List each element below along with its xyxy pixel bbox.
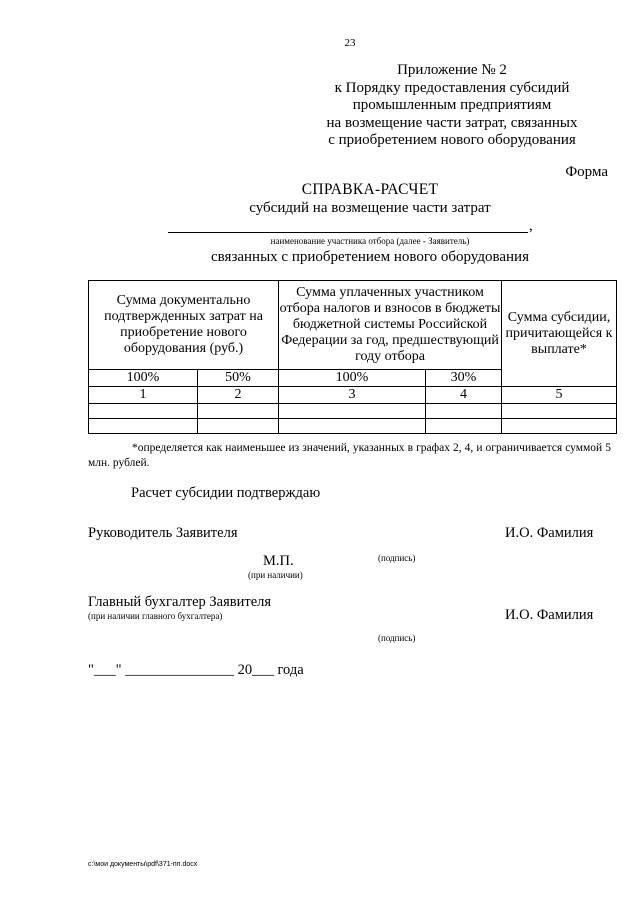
- participant-comma: ,: [529, 218, 533, 234]
- head-role-label: Руководитель Заявителя: [88, 525, 238, 541]
- header-subsidy: Сумма субсидии, причитающейся к выплате*: [502, 281, 617, 387]
- participant-caption: наименование участника отбора (далее - Заявитель): [270, 236, 470, 246]
- header-costs: Сумма документально подтвержденных затрат на приобретение нового оборудования (руб.): [89, 281, 279, 370]
- date-line: "___" _______________ 20___ года: [88, 662, 304, 678]
- table-empty-row: [89, 419, 617, 434]
- empty-cell: [279, 419, 426, 434]
- column-number-cell: 1: [89, 387, 198, 404]
- empty-cell: [279, 404, 426, 419]
- accountant-name-label: И.О. Фамилия: [505, 607, 594, 623]
- column-number-cell: 3: [279, 387, 426, 404]
- column-number-cell: 4: [426, 387, 502, 404]
- accountant-signature-note: (подпись): [378, 633, 416, 643]
- confirmation-text: Расчет субсидии подтверждаю: [131, 485, 321, 501]
- head-name-label: И.О. Фамилия: [505, 525, 594, 541]
- page-number: 23: [344, 37, 356, 49]
- appendix-block: [300, 62, 604, 150]
- percent-cell: 30%: [426, 370, 502, 387]
- table-column-numbers-row: [89, 387, 617, 404]
- stamp-label: М.П.: [263, 553, 294, 569]
- percent-cell: 100%: [279, 370, 426, 387]
- participant-name-blank: [168, 232, 528, 233]
- empty-cell: [426, 419, 502, 434]
- table-empty-row: [89, 404, 617, 419]
- stamp-note: (при наличии): [248, 570, 303, 580]
- calculation-table: [88, 280, 617, 434]
- appendix-line: с приобретением нового оборудования: [328, 132, 576, 149]
- accountant-note: (при наличии главного бухгалтера): [88, 611, 223, 621]
- appendix-line: к Порядку предоставления субсидий: [334, 79, 570, 96]
- empty-cell: [89, 404, 198, 419]
- head-signature-note: (подпись): [378, 553, 416, 563]
- document-subtitle-2: связанных с приобретением нового оборудования: [211, 249, 529, 265]
- appendix-line: промышленным предприятиям: [352, 97, 552, 114]
- appendix-line: Приложение № 2: [397, 62, 507, 78]
- percent-cell: 100%: [89, 370, 198, 387]
- form-label: Форма: [565, 164, 608, 180]
- accountant-role-label: Главный бухгалтер Заявителя: [88, 594, 272, 610]
- empty-cell: [502, 419, 617, 434]
- empty-cell: [502, 404, 617, 419]
- percent-cell: 50%: [198, 370, 279, 387]
- table-header-row: [89, 281, 617, 370]
- document-subtitle: субсидий на возмещение части затрат: [249, 200, 491, 216]
- document-title: СПРАВКА-РАСЧЕТ: [301, 181, 439, 198]
- empty-cell: [89, 419, 198, 434]
- header-taxes: Сумма уплаченных участником отбора налогов и взносов в бюджеты бюджетной системы Российской Федерации за год, предшествующий году отбора: [279, 281, 502, 370]
- empty-cell: [198, 404, 279, 419]
- appendix-line: на возмещение части затрат, связанных: [326, 114, 578, 131]
- table-footnote: *определяется как наименьшее из значений, указанных в графах 2, 4, и ограничивается суммой 5 млн. рублей.: [88, 442, 611, 469]
- column-number-cell: 5: [502, 387, 617, 404]
- file-path-footer: c:\мои документы\pdf\371-пп.docx: [88, 861, 198, 868]
- empty-cell: [198, 419, 279, 434]
- empty-cell: [426, 404, 502, 419]
- column-number-cell: 2: [198, 387, 279, 404]
